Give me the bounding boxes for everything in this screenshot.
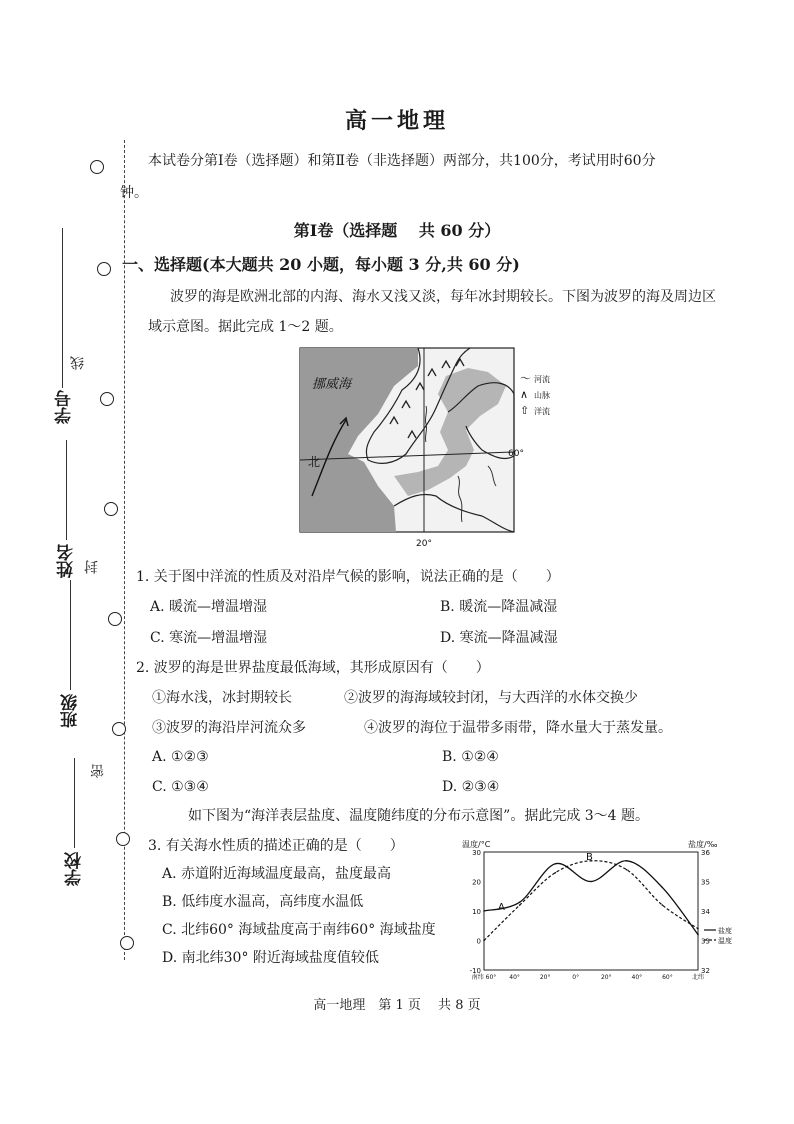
salinity-point bbox=[697, 934, 699, 936]
name-field[interactable] bbox=[66, 440, 67, 540]
binding-mark-line: 线 bbox=[70, 356, 86, 370]
q1-option-a[interactable]: A. 暖流—增温增湿 bbox=[150, 599, 268, 615]
label-a: A bbox=[498, 902, 505, 913]
x-tick-label: 南纬 60° bbox=[471, 974, 497, 981]
right-tick-label: 35 bbox=[701, 878, 710, 887]
punch-hole bbox=[120, 936, 134, 950]
q1-option-b[interactable]: B. 暖流—降温减湿 bbox=[440, 599, 558, 615]
school-label: 学校 bbox=[65, 852, 85, 886]
page-footer: 高一地理 第 1 页 共 8 页 bbox=[313, 998, 481, 1013]
binding-mark-sealed: 密 bbox=[90, 764, 106, 778]
x-tick-label: 20° bbox=[539, 974, 551, 981]
left-tick-label: 0 bbox=[476, 937, 481, 946]
section1-header: 一、选择题(本大题共 20 小题，每小题 3 分,共 60 分) bbox=[122, 255, 520, 274]
salinity-series-line bbox=[484, 861, 698, 935]
temperature-series-line bbox=[484, 861, 698, 941]
salinity-point bbox=[626, 860, 628, 862]
chart-plot-frame bbox=[484, 852, 698, 970]
q3-option-c[interactable]: C. 北纬60° 海域盐度高于南纬60° 海域盐度 bbox=[162, 922, 436, 938]
x-tick-label: 20° bbox=[600, 974, 612, 981]
q1-stem: 1. 关于图中洋流的性质及对沿岸气候的影响，说法正确的是（ ） bbox=[136, 569, 560, 585]
passage1-line-1: 波罗的海是欧洲北部的内海、海水又浅又淡，每年冰封期较长。下图为波罗的海及周边区 bbox=[170, 289, 716, 305]
temperature-point bbox=[555, 872, 557, 874]
legend-current-symbol: ⇧ bbox=[520, 404, 530, 417]
legend-salinity: 盐度 bbox=[718, 927, 732, 935]
temperature-point bbox=[483, 940, 485, 942]
left-tick-label: 30 bbox=[472, 849, 481, 857]
legend-current-label: 洋流 bbox=[534, 407, 550, 416]
x-tick-label: 40° bbox=[509, 974, 520, 981]
left-tick-label: 20 bbox=[472, 878, 481, 887]
page-title: 高一地理 bbox=[344, 108, 449, 134]
q2-option-d[interactable]: D. ②③④ bbox=[442, 779, 500, 795]
q2-stem: 2. 波罗的海是世界盐度最低海域，其形成原因有（ ） bbox=[136, 660, 490, 676]
passage2: 如下图为“海洋表层盐度、温度随纬度的分布示意图”。据此完成 3～4 题。 bbox=[188, 808, 650, 824]
legend-mountain-label: 山脉 bbox=[534, 391, 550, 400]
legend-river-symbol: 〜 bbox=[520, 372, 531, 385]
binding-margin bbox=[0, 0, 140, 1124]
temperature-point bbox=[697, 928, 699, 930]
right-tick-label: 34 bbox=[701, 908, 710, 916]
intro-line-2: 钟。 bbox=[120, 185, 148, 201]
salinity-point bbox=[483, 910, 485, 912]
name-label: 姓名 bbox=[57, 544, 77, 578]
longitude-label: 20° bbox=[416, 539, 432, 549]
left-tick-label: 10 bbox=[472, 908, 481, 916]
salinity-point bbox=[555, 863, 557, 865]
north-label: 北 bbox=[308, 455, 321, 469]
x-tick-label: 0° bbox=[572, 974, 580, 981]
right-tick-label: 32 bbox=[701, 967, 710, 975]
left-axis-label: 温度/°C bbox=[462, 840, 491, 849]
q2-statement-4: ④波罗的海位于温带多雨带，降水量大于蒸发量。 bbox=[364, 720, 672, 736]
salinity-point bbox=[519, 901, 521, 903]
q3-stem: 3. 有关海水性质的描述正确的是（ ） bbox=[148, 838, 404, 854]
x-tick-label: 40° bbox=[631, 974, 643, 981]
legend-temperature: 温度 bbox=[718, 937, 732, 945]
temperature-point bbox=[662, 904, 664, 906]
sea-label: 挪威海 bbox=[312, 377, 352, 392]
temperature-point bbox=[626, 869, 628, 871]
q2-statement-3: ③波罗的海沿岸河流众多 bbox=[152, 720, 306, 736]
punch-hole bbox=[116, 832, 130, 846]
salinity-point bbox=[590, 881, 592, 883]
latitude-label: 60° bbox=[508, 449, 524, 459]
right-axis-label: 盐度/‰ bbox=[688, 840, 718, 849]
q2-statement-1: ①海水浅，冰封期较长 bbox=[152, 690, 292, 706]
q1-option-c[interactable]: C. 寒流—增温增湿 bbox=[150, 630, 268, 646]
punch-hole bbox=[112, 722, 126, 736]
class-label: 班级 bbox=[61, 694, 81, 728]
q2-option-a[interactable]: A. ①②③ bbox=[152, 749, 209, 765]
part1-header: 第Ⅰ卷（选择题 共 60 分） bbox=[293, 221, 501, 240]
punch-hole bbox=[97, 262, 111, 276]
right-tick-label: 36 bbox=[701, 849, 710, 857]
label-b: B bbox=[586, 852, 593, 863]
right-tick-label: 33 bbox=[701, 937, 710, 946]
x-tick-label: 60° bbox=[662, 974, 673, 981]
punch-hole bbox=[90, 160, 104, 174]
q2-statement-2: ②波罗的海海域较封闭，与大西洋的水体交换少 bbox=[344, 690, 638, 706]
baltic-map-figure bbox=[298, 346, 558, 556]
salinity-point bbox=[662, 887, 664, 889]
passage1-line-2: 域示意图。据此完成 1～2 题。 bbox=[148, 319, 343, 335]
legend-mountain-symbol: ∧ bbox=[520, 388, 529, 401]
school-field[interactable] bbox=[74, 758, 75, 848]
q1-option-d[interactable]: D. 寒流—降温减湿 bbox=[440, 630, 558, 646]
q2-option-c[interactable]: C. ①③④ bbox=[152, 779, 209, 795]
q2-option-b[interactable]: B. ①②④ bbox=[442, 749, 499, 765]
salinity-temperature-chart bbox=[462, 838, 762, 988]
student-id-label: 学号 bbox=[55, 390, 75, 424]
left-tick-label: -10 bbox=[469, 967, 481, 975]
x-tick-label: 北纬 bbox=[691, 974, 705, 981]
punch-hole bbox=[108, 612, 122, 626]
legend-river-label: 河流 bbox=[534, 375, 550, 384]
map-legend bbox=[520, 372, 550, 417]
student-id-field[interactable] bbox=[62, 228, 63, 388]
q3-option-d[interactable]: D. 南北纬30° 附近海域盐度值较低 bbox=[162, 950, 379, 966]
binding-mark-seal: 封 bbox=[84, 560, 100, 574]
class-field[interactable] bbox=[70, 580, 71, 690]
temperature-point bbox=[519, 904, 521, 906]
q3-option-a[interactable]: A. 赤道附近海域温度最高，盐度最高 bbox=[162, 866, 392, 882]
punch-hole bbox=[100, 392, 114, 406]
intro-line-1: 本试卷分第Ⅰ卷（选择题）和第Ⅱ卷（非选择题）两部分，共100分，考试用时60分 bbox=[148, 153, 656, 169]
punch-hole bbox=[104, 502, 118, 516]
q3-option-b[interactable]: B. 低纬度水温高，高纬度水温低 bbox=[162, 894, 364, 910]
